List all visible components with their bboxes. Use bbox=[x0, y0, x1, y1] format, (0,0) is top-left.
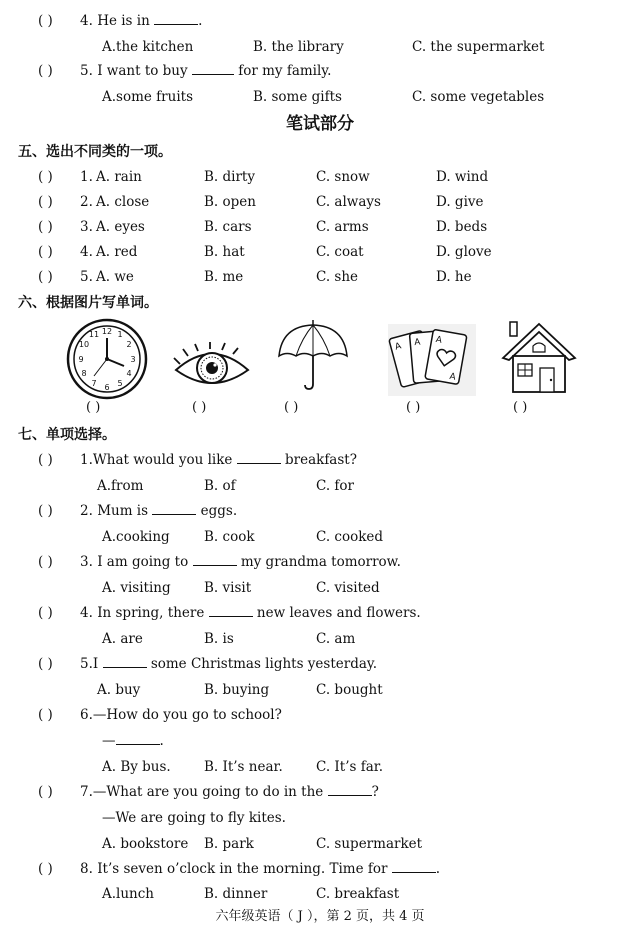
answer-blank[interactable] bbox=[154, 12, 198, 25]
option-a: A. By bus. bbox=[102, 759, 171, 775]
picture-3-answer[interactable]: ( ) bbox=[284, 400, 299, 415]
option-a: A. close bbox=[96, 194, 150, 210]
option-a: A. red bbox=[96, 244, 138, 260]
answer-paren[interactable]: ( ) bbox=[38, 554, 53, 570]
question-text: 7.—What are you going to do in the ? bbox=[80, 784, 379, 800]
section-7-heading: 七、单项选择。 bbox=[18, 427, 116, 443]
option-b: B. It’s near. bbox=[204, 759, 283, 775]
answer-blank[interactable] bbox=[193, 553, 237, 566]
answer-paren[interactable]: ( ) bbox=[38, 656, 53, 672]
option-b: B. hat bbox=[204, 244, 245, 260]
picture-4-answer[interactable]: ( ) bbox=[406, 400, 421, 415]
svg-text:10: 10 bbox=[78, 340, 90, 349]
answer-blank[interactable] bbox=[392, 860, 436, 873]
option-d: D. beds bbox=[436, 219, 488, 235]
option-b: B. cook bbox=[204, 529, 255, 545]
house-picture bbox=[500, 318, 578, 396]
eye-icon bbox=[170, 340, 254, 394]
option-c: C. bought bbox=[316, 682, 383, 698]
question-number: 1. bbox=[80, 169, 93, 185]
svg-text:A: A bbox=[413, 337, 421, 349]
answer-paren[interactable]: ( ) bbox=[38, 219, 53, 235]
picture-2-answer[interactable]: ( ) bbox=[192, 400, 207, 415]
written-part-title: 笔试部分 bbox=[286, 114, 354, 134]
svg-text:9: 9 bbox=[78, 355, 84, 364]
option-c: C. breakfast bbox=[316, 886, 400, 902]
option-c: C. for bbox=[316, 478, 355, 494]
option-b: B. dirty bbox=[204, 169, 255, 185]
umbrella-icon bbox=[276, 318, 350, 394]
question-text: 4. He is in . bbox=[80, 13, 203, 29]
answer-paren[interactable]: ( ) bbox=[38, 452, 53, 468]
answer-blank[interactable] bbox=[192, 62, 234, 75]
reply-line: —We are going to fly kites. bbox=[102, 810, 286, 826]
answer-paren[interactable]: ( ) bbox=[38, 503, 53, 519]
question-text: 1.What would you like breakfast? bbox=[80, 452, 357, 468]
question-number: 2. bbox=[80, 194, 93, 210]
option-a: A.from bbox=[97, 478, 144, 494]
option-a: A.cooking bbox=[102, 529, 170, 545]
answer-paren[interactable]: ( ) bbox=[38, 244, 53, 260]
option-b: B. park bbox=[204, 836, 254, 852]
option-b: B. open bbox=[204, 194, 256, 210]
option-b: B. of bbox=[204, 478, 236, 494]
answer-line: — . bbox=[102, 733, 164, 749]
answer-paren[interactable]: ( ) bbox=[38, 169, 53, 185]
answer-paren[interactable]: ( ) bbox=[38, 13, 53, 29]
option-d: D. give bbox=[436, 194, 484, 210]
option-c: C. cooked bbox=[316, 529, 384, 545]
svg-text:5: 5 bbox=[117, 379, 123, 388]
svg-text:3: 3 bbox=[130, 355, 136, 364]
option-b: B. dinner bbox=[204, 886, 268, 902]
option-b: B. some gifts bbox=[253, 89, 342, 105]
option-d: D. glove bbox=[436, 244, 492, 260]
option-a: A. visiting bbox=[102, 580, 171, 596]
svg-text:12: 12 bbox=[101, 327, 113, 336]
option-d: D. he bbox=[436, 269, 472, 285]
answer-paren[interactable]: ( ) bbox=[38, 269, 53, 285]
option-a: A. buy bbox=[97, 682, 141, 698]
option-b: B. cars bbox=[204, 219, 252, 235]
svg-text:4: 4 bbox=[126, 369, 132, 378]
playing-cards-icon bbox=[388, 324, 476, 396]
eye-picture bbox=[170, 340, 254, 394]
answer-blank[interactable] bbox=[116, 732, 160, 745]
section-5-heading: 五、选出不同类的一项。 bbox=[18, 144, 172, 160]
option-a: A.lunch bbox=[102, 886, 155, 902]
question-text: 5.I some Christmas lights yesterday. bbox=[80, 656, 378, 672]
option-c: C. coat bbox=[316, 244, 364, 260]
picture-1-answer[interactable]: ( ) bbox=[86, 400, 101, 415]
option-b: B. is bbox=[204, 631, 234, 647]
answer-blank[interactable] bbox=[209, 604, 253, 617]
svg-text:8: 8 bbox=[81, 369, 87, 378]
answer-paren[interactable]: ( ) bbox=[38, 861, 53, 877]
option-c: C. arms bbox=[316, 219, 369, 235]
option-c: C. snow bbox=[316, 169, 370, 185]
option-a: A. we bbox=[96, 269, 134, 285]
option-d: D. wind bbox=[436, 169, 489, 185]
question-number: 3. bbox=[80, 219, 93, 235]
option-a: A. eyes bbox=[96, 219, 145, 235]
question-text: 8. It’s seven o’clock in the morning. Time for . bbox=[80, 861, 441, 877]
answer-paren[interactable]: ( ) bbox=[38, 194, 53, 210]
svg-text:A: A bbox=[448, 371, 457, 383]
umbrella-picture bbox=[276, 318, 350, 394]
clock-picture bbox=[66, 318, 148, 400]
picture-5-answer[interactable]: ( ) bbox=[513, 400, 528, 415]
option-a: A.the kitchen bbox=[102, 39, 194, 55]
question-text: 3. I am going to my grandma tomorrow. bbox=[80, 554, 401, 570]
clock-icon bbox=[66, 318, 148, 400]
option-c: C. she bbox=[316, 269, 359, 285]
svg-text:1: 1 bbox=[117, 330, 123, 339]
svg-text:A: A bbox=[393, 341, 403, 353]
option-a: A. bookstore bbox=[102, 836, 189, 852]
option-b: B. visit bbox=[204, 580, 252, 596]
answer-paren[interactable]: ( ) bbox=[38, 784, 53, 800]
svg-text:7: 7 bbox=[91, 379, 97, 388]
answer-blank[interactable] bbox=[152, 502, 196, 515]
option-c: C. It’s far. bbox=[316, 759, 384, 775]
option-c: C. am bbox=[316, 631, 356, 647]
answer-paren[interactable]: ( ) bbox=[38, 707, 53, 723]
section-6-heading: 六、根据图片写单词。 bbox=[18, 295, 158, 311]
option-b: B. me bbox=[204, 269, 244, 285]
option-a: A.some fruits bbox=[102, 89, 193, 105]
house-icon bbox=[500, 318, 578, 396]
option-b: B. the library bbox=[253, 39, 344, 55]
question-number: 4. bbox=[80, 244, 93, 260]
answer-blank[interactable] bbox=[103, 655, 147, 668]
svg-text:2: 2 bbox=[126, 340, 132, 349]
option-c: C. some vegetables bbox=[412, 89, 545, 105]
answer-blank[interactable] bbox=[237, 451, 281, 464]
question-number: 5. bbox=[80, 269, 93, 285]
option-a: A. are bbox=[102, 631, 143, 647]
option-a: A. rain bbox=[96, 169, 142, 185]
answer-paren[interactable]: ( ) bbox=[38, 605, 53, 621]
option-c: C. always bbox=[316, 194, 381, 210]
option-c: C. the supermarket bbox=[412, 39, 545, 55]
question-text: 4. In spring, there new leaves and flowers. bbox=[80, 605, 421, 621]
cards-picture bbox=[388, 324, 476, 396]
question-text: 5. I want to buy for my family. bbox=[80, 63, 332, 79]
option-c: C. visited bbox=[316, 580, 380, 596]
svg-text:6: 6 bbox=[104, 383, 110, 392]
question-text: 2. Mum is eggs. bbox=[80, 503, 238, 519]
svg-text:11: 11 bbox=[88, 330, 100, 339]
svg-text:A: A bbox=[434, 334, 443, 346]
answer-blank[interactable] bbox=[328, 783, 372, 796]
option-c: C. supermarket bbox=[316, 836, 423, 852]
question-text: 6.—How do you go to school? bbox=[80, 707, 282, 723]
option-b: B. buying bbox=[204, 682, 270, 698]
page-footer: 六年级英语（ J ），第 2 页，共 4 页 bbox=[215, 909, 425, 924]
answer-paren[interactable]: ( ) bbox=[38, 63, 53, 79]
